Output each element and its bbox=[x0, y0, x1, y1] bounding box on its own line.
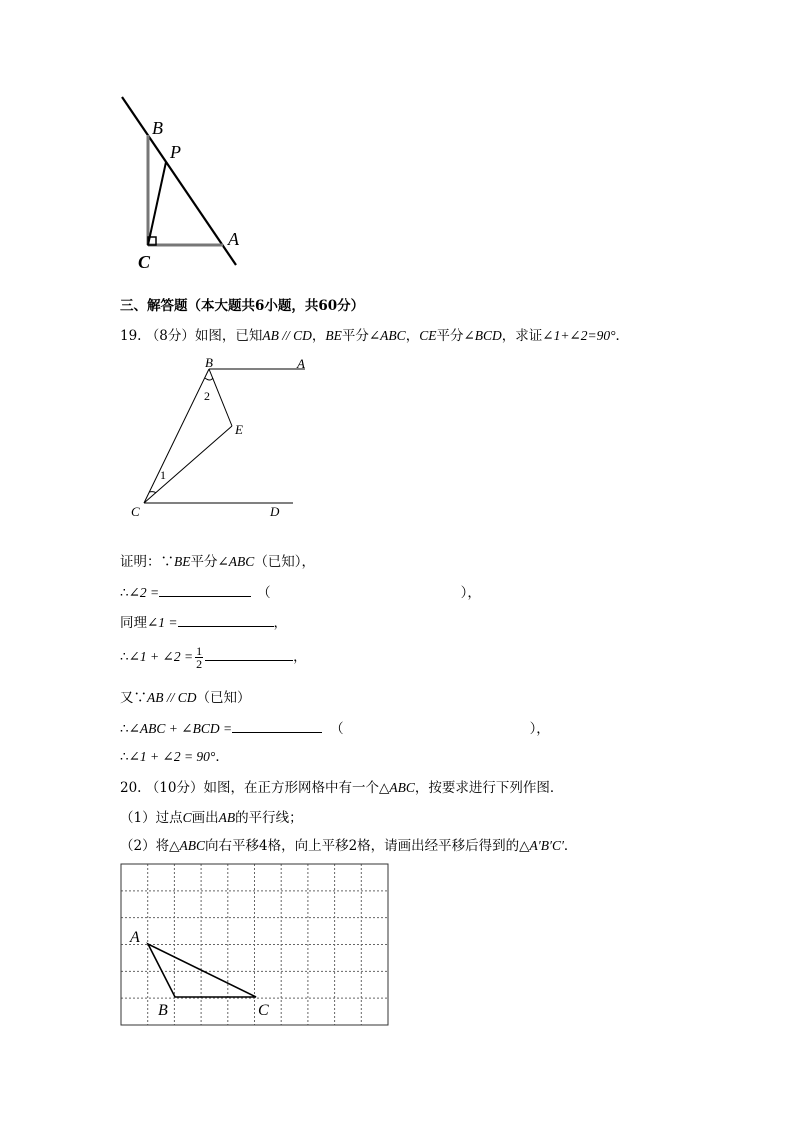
proof-line-3: 同理∠1 = ， bbox=[120, 612, 287, 633]
q20-part-1: （1）过点C画出AB的平行线； bbox=[120, 810, 303, 826]
label-c: C bbox=[138, 252, 151, 272]
label-b: B bbox=[205, 355, 213, 370]
answer-blank-6[interactable] bbox=[232, 718, 322, 733]
segment-c-p bbox=[148, 162, 166, 245]
segment-b-c bbox=[144, 369, 209, 503]
q19-number: 19. bbox=[120, 328, 142, 344]
label-e: E bbox=[235, 422, 243, 437]
label-c: C bbox=[131, 504, 140, 519]
angle-label-1: 1 bbox=[160, 468, 166, 482]
section-heading: 三、解答题（本大题共6小题，共60分） bbox=[120, 298, 365, 314]
label-p: P bbox=[170, 142, 181, 162]
q20-part-2: （2）将△ABC向右平移4格，向上平移2格，请画出经平移后得到的△A′B′C′． bbox=[120, 838, 578, 854]
proof-line-4: ∴∠1 + ∠2 = $\frac{1}{2}$ ， bbox=[120, 644, 307, 671]
label-a: A bbox=[130, 929, 140, 946]
q19-score: （8分） bbox=[145, 328, 195, 344]
label-b: B bbox=[158, 1002, 168, 1019]
proof-line-2: ∴∠2 = （ ）， bbox=[120, 582, 481, 603]
proof-line-6: ∴∠ABC + ∠BCD = （ ）， bbox=[120, 718, 550, 739]
answer-blank-3[interactable] bbox=[178, 612, 274, 627]
q19-statement: 19. （8分）如图，已知AB // CD，BE平分∠ABC，CE平分∠BCD，求证∠1+∠2=90°． bbox=[120, 328, 630, 344]
answer-blank-4[interactable] bbox=[205, 646, 293, 661]
grid-lines bbox=[121, 864, 388, 1025]
label-c: C bbox=[258, 1002, 269, 1019]
label-b: B bbox=[152, 118, 163, 138]
angle-label-2: 2 bbox=[204, 389, 210, 403]
proof-line-7: ∴∠1 + ∠2 = 90°． bbox=[120, 749, 229, 765]
line-through-b-a bbox=[122, 97, 236, 265]
q20-number: 20. bbox=[120, 780, 142, 796]
proof-line-5: 又∵AB // CD（已知） bbox=[120, 690, 251, 706]
angle-1-arc bbox=[149, 492, 156, 493]
fraction-one-half: $\frac{1}{2}$ bbox=[196, 644, 203, 671]
proof-line-1: 证明：∵BE平分∠ABC（已知）， bbox=[120, 554, 316, 570]
figure-20-grid bbox=[118, 860, 392, 1030]
q20-statement: 20. （10分）如图，在正方形网格中有一个△ABC，按要求进行下列作图． bbox=[120, 780, 564, 796]
reason-blank-6[interactable] bbox=[344, 719, 530, 733]
angle-2-arc bbox=[205, 378, 213, 380]
q20-score: （10分） bbox=[145, 780, 204, 796]
figure-19 bbox=[125, 352, 305, 522]
triangle-abc bbox=[148, 944, 256, 997]
segment-c-e bbox=[144, 426, 232, 503]
label-a: A bbox=[228, 229, 239, 249]
figure-18 bbox=[110, 90, 260, 275]
label-a: A bbox=[297, 356, 305, 371]
answer-blank-2[interactable] bbox=[159, 582, 251, 597]
reason-blank-2[interactable] bbox=[271, 583, 461, 597]
segment-b-e bbox=[209, 369, 232, 426]
label-d: D bbox=[270, 504, 280, 519]
